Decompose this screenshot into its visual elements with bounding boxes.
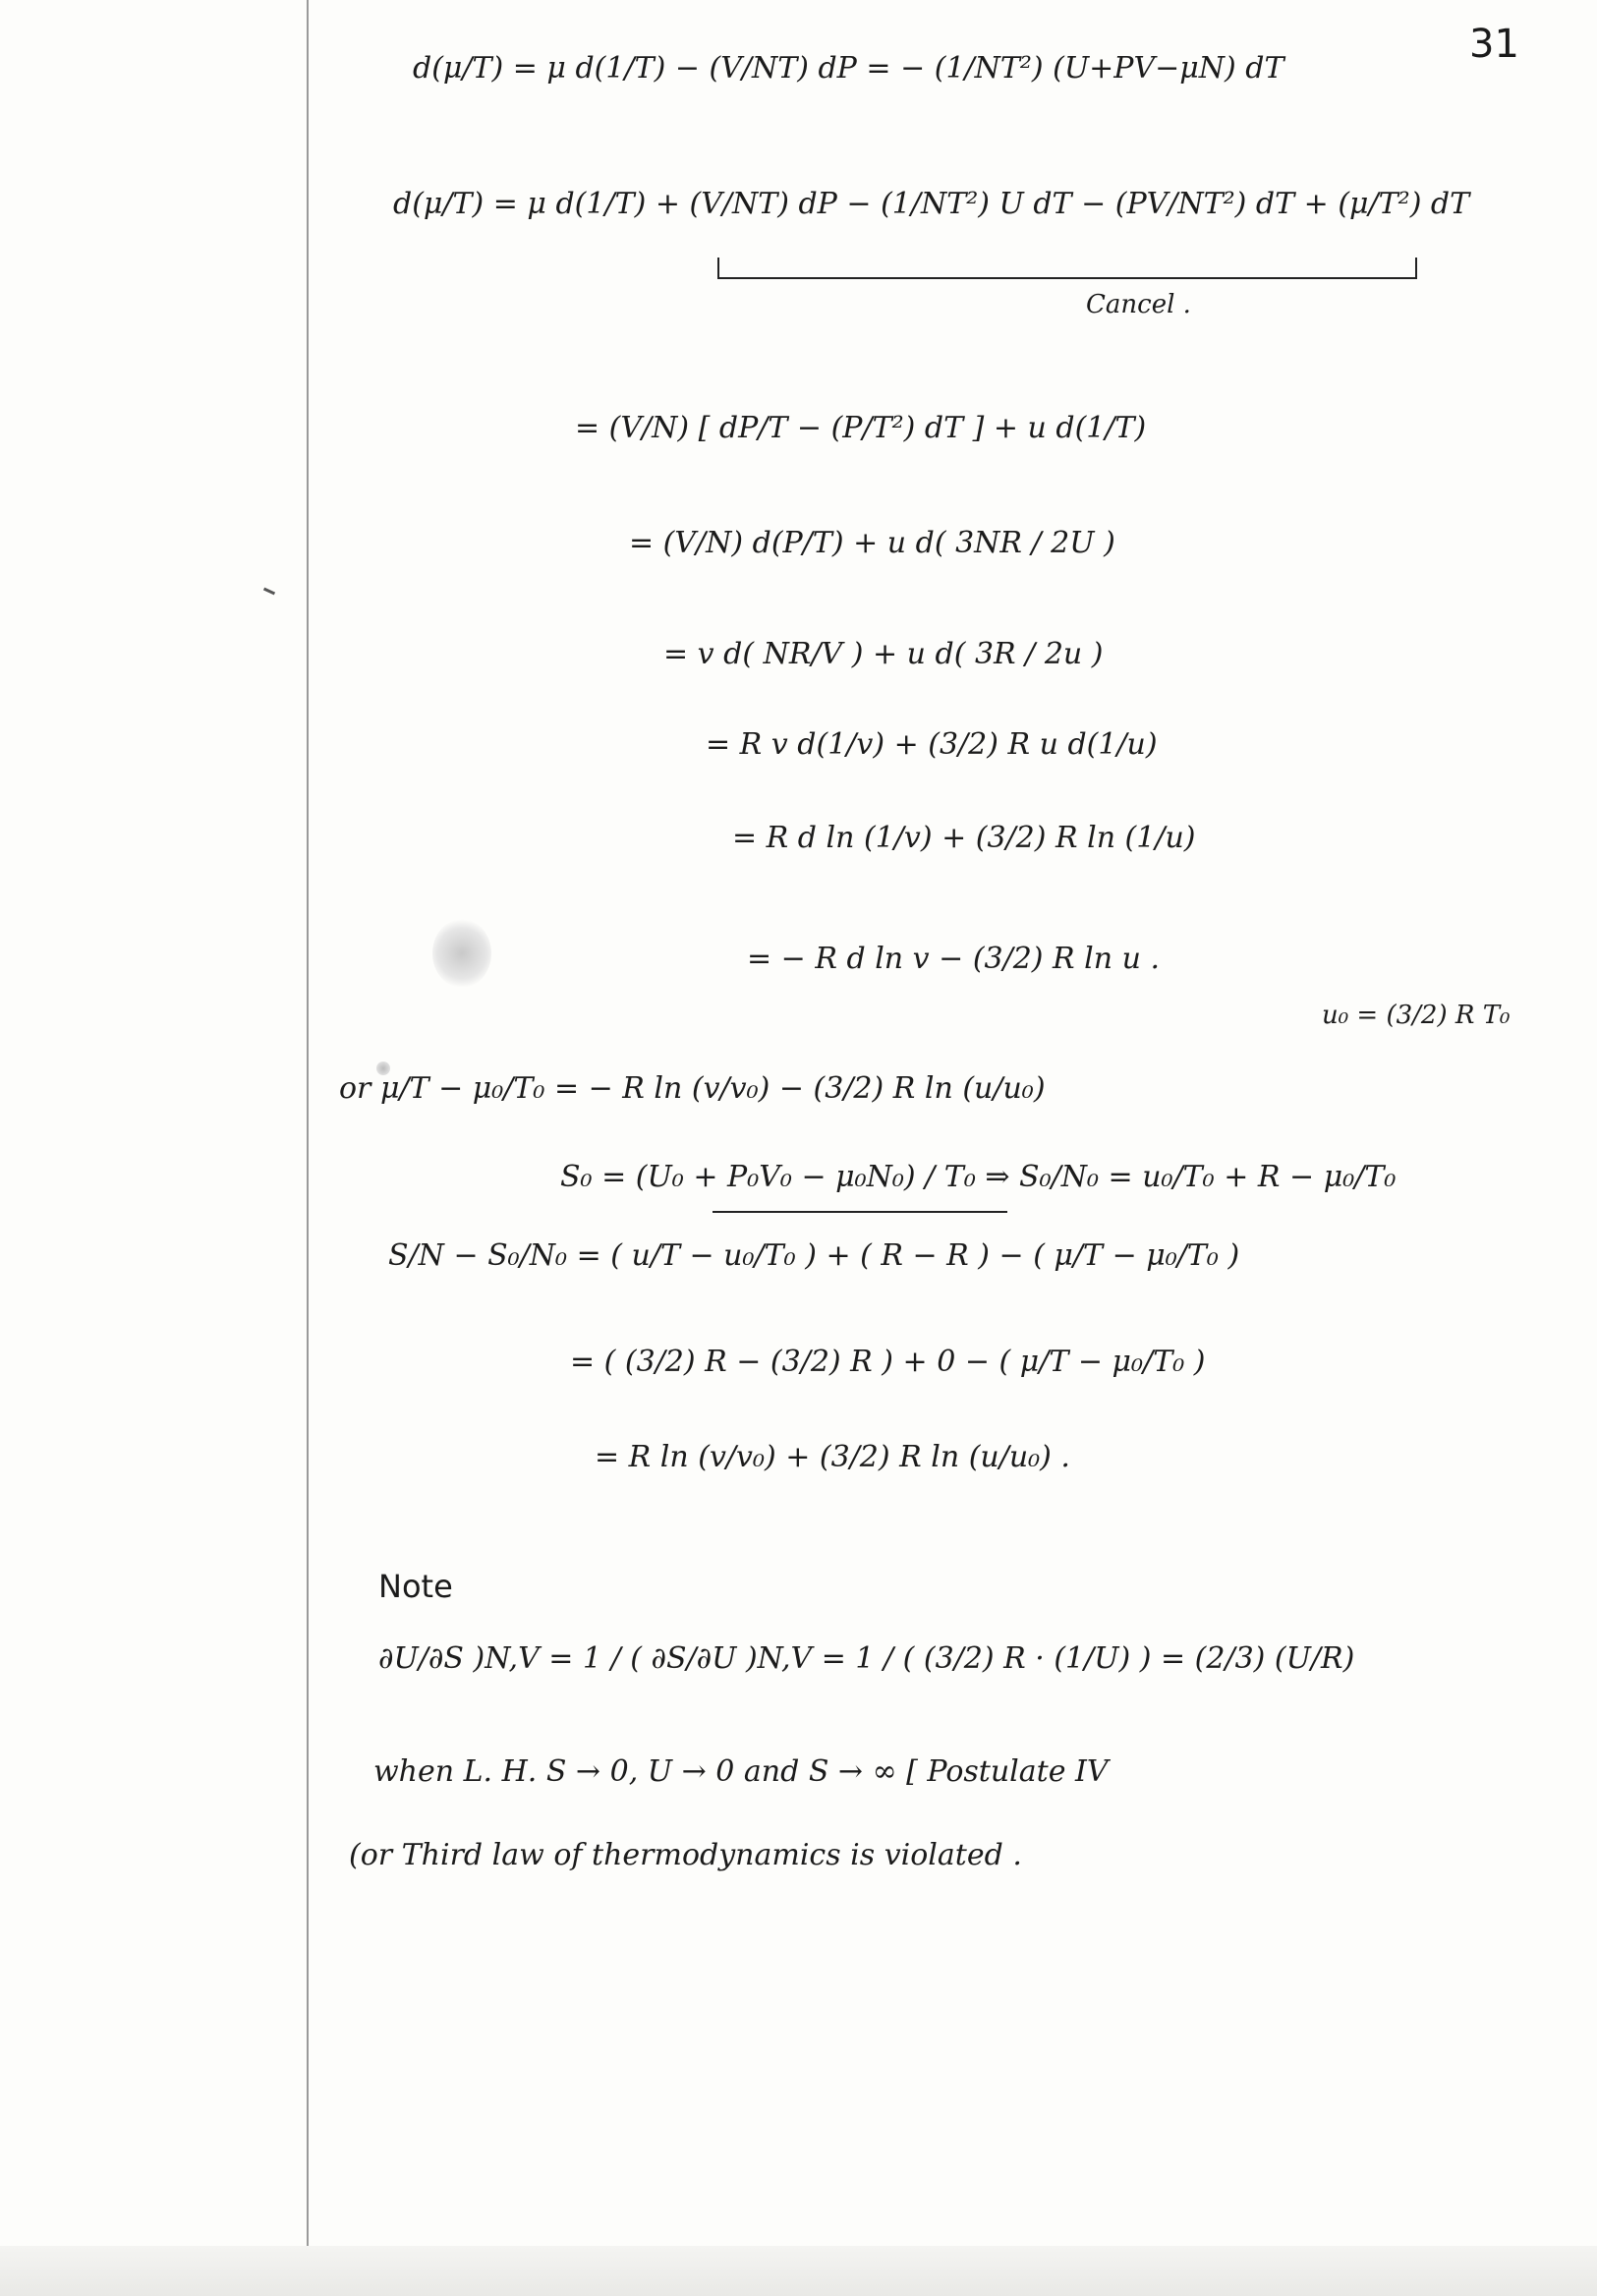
ink-smudge-icon [432, 919, 491, 988]
side-note-u0: u₀ = (3/2) R T₀ [1322, 1001, 1511, 1030]
fraction-bar [713, 1211, 1007, 1213]
margin-line [307, 0, 309, 2296]
equation-line-4: = (V/N) d(P/T) + u d( 3NR / 2U ) [629, 526, 1115, 560]
text-line-1: when L. H. S → 0, U → 0 and S → ∞ [ Postulate IV [373, 1754, 1109, 1789]
equation-line-8: = − R d ln v − (3/2) R ln u . [747, 942, 1161, 976]
equation-line-12: = ( (3/2) R − (3/2) R ) + 0 − ( μ/T − μ₀/T₀ ) [570, 1345, 1206, 1379]
equation-line-1: d(μ/T) = μ d(1/T) − (V/NT) dP = − (1/NT²) (U+PV−μN) dT [413, 51, 1284, 86]
equation-line-10: S₀ = (U₀ + P₀V₀ − μ₀N₀) / T₀ ⇒ S₀/N₀ = u₀/T₀ + R − μ₀/T₀ [560, 1160, 1397, 1194]
equation-line-3: = (V/N) [ dP/T − (P/T²) dT ] + u d(1/T) [575, 411, 1147, 445]
equation-line-13: = R ln (v/v₀) + (3/2) R ln (u/u₀) . [595, 1440, 1070, 1474]
equation-line-11: S/N − S₀/N₀ = ( u/T − u₀/T₀ ) + ( R − R ) − ( μ/T − μ₀/T₀ ) [388, 1238, 1240, 1273]
equation-line-14: ∂U/∂S )N,V = 1 / ( ∂S/∂U )N,V = 1 / ( (3/2) R · (1/U) ) = (2/3) (U/R) [378, 1641, 1355, 1676]
equation-line-6: = R v d(1/v) + (3/2) R u d(1/u) [706, 727, 1158, 762]
equation-line-5: = v d( NR/V ) + u d( 3R / 2u ) [663, 637, 1104, 671]
equation-line-7: = R d ln (1/v) + (3/2) R ln (1/u) [732, 821, 1196, 855]
cancel-note: Cancel . [1086, 290, 1191, 319]
text-line-2: (or Third law of thermodynamics is violated . [349, 1838, 1022, 1872]
equation-line-2: d(μ/T) = μ d(1/T) + (V/NT) dP − (1/NT²) U dT − (PV/NT²) dT + (μ/T²) dT [393, 187, 1470, 221]
underbrace-cancel-icon [717, 258, 1417, 279]
page-bottom-shadow [0, 2246, 1597, 2296]
note-heading: Note [378, 1568, 453, 1605]
page-number: 31 [1469, 22, 1519, 67]
equation-line-9: or μ/T − μ₀/T₀ = − R ln (v/v₀) − (3/2) R ln (u/u₀) [339, 1071, 1046, 1106]
pen-mark [263, 588, 275, 596]
